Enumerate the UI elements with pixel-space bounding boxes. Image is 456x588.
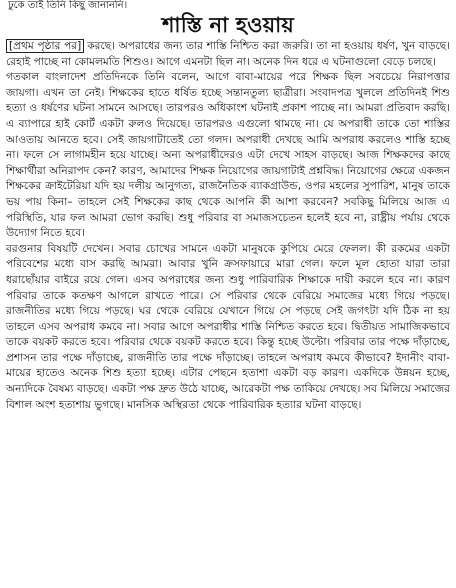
article-paragraph-2: গতকাল বাংলাদেশ প্রতিদিনকে তিনি বলেন, আগে বাবা-মায়ের পরে শিক্ষক ছিল সবচেয়ে নিরাপত্তার জায়গা। এখন তা নেই। শিক্ষকের হাতে ধর্ষিত হচ্ছে সন্তানতুল্য ছাত্রীরা। সংবাদপত্র খুললে প্রতিদিনই শিশু হত্যা ও ধর্ষণের ঘটনা সামনে আসছে। তারপরও অধিকাংশ ঘটনাই প্রকাশ পাচ্ছে না। আমরা প্রতিবাদ করছি। এ ব্যাপারে হাই কোর্ট একটা রুলও দিয়েছে। তারপরও এগুলো থামছে না। যে অপরাধী তাকে তো শাস্তির আওতায় আনতে হবে। সেই জায়গাটাতেই তো গলদ। অপরাধী দেখছে আমি অপরাধ করলেও শাস্তি হচ্ছে না। ফলে সে লাগামহীন হয়ে যাচ্ছে। অন্য অপরাধীদেরও এটা দেখে সাহস বাড়ছে। আজ শিক্ষকদের কাছে শিক্ষার্থীরা অনিরাপদ কেন? কারণ, আমাদের শিক্ষক নিয়োগের জায়গাটাই প্রশ্নবিদ্ধ। নিয়োগের ক্ষেত্রে একজন শিক্ষকের ক্রাইটেরিয়া যদি হয় দলীয় আনুগত্য, রাজনৈতিক ব্যাকগ্রাউন্ড, ওপর মহলের সুপারিশ, মানুষ তাকে ভয় পায় কিনা– তাহলে সেই শিক্ষকের কাছ থেকে আপনি কী আশা করবেন? সবকিছু মিলিয়ে আজ এ পরিস্থিতি, যার ফল আমরা ভোগ করছি। শুধু পরিবার বা সমাজসচেতন হলেই হবে না, রাষ্ট্রীয় পর্যায় থেকে উদ্যোগ নিতে হবে। — [6, 71, 450, 240]
article-paragraph-3: বরগুনার বিষয়টি দেখেন। সবার চোখের সামনে একটা মানুষকে কুপিয়ে মেরে ফেলল। কী রকমের একটা পরিবেশের মধ্যে বাস করছি আমরা। আবার খুনি ক্রসফায়ারে মারা গেল। ফলে মূল হোতা যারা তারা ধরাছোঁয়ার বাইরে রয়ে গেল। এসব অপরাধের জন্য শুধু পারিবারিক শিক্ষাকে দায়ী করলে হবে না। কারণ পরিবার তাকে কতক্ষণ আগলে রাখতে পারে। সে পরিবার থেকে বেরিয়ে সমাজের মধ্যে গিয়ে পড়ছে। রাজনীতির মধ্যে গিয়ে পড়ছে। ঘর থেকে বেরিয়ে যেখানে গিয়ে সে পড়ছে সেই জগৎটা যদি ঠিক না হয় তাহলে এসব অপরাধ কমবে না। সবার আগে অপরাধীর শাস্তি নিশ্চিত করতে হবে। দ্বিতীয়ত সামাজিকভাবে তাকে বয়কট করতে হবে। পরিবার থেকে বয়কট করতে হবে। কিন্তু হচ্ছে উল্টো। পরিবার তার পক্ষে দাঁড়াচ্ছে, প্রশাসন তার পক্ষে দাঁড়াচ্ছে, রাজনীতি তার পক্ষে দাঁড়াচ্ছে। তাহলে অপরাধ কমবে কীভাবে? ইদানীং বাবা-মায়ের হাতেও অনেক শিশু হত্যা হচ্ছে। এটার পেছনে হতাশা একটা বড় কারণ। একদিকে উন্নয়ন হচ্ছে, অন্যদিকে বৈষম্য বাড়ছে। একটা পক্ষ দ্রুত উঠে যাচ্ছে, আরেকটা পক্ষ তাকিয়ে দেখছে। সব মিলিয়ে সমাজের বিশাল অংশ হতাশায় ভুগছে। মানসিক অস্থিরতা থেকে পারিবারিক হত্যার ঘটনা বাড়ছে। — [6, 242, 450, 411]
paragraph-1-text: করছে। অপরাধের জন্য তার শাস্তি নিশ্চিত করা জরুরি। তা না হওয়ায় ধর্ষণ, খুন বাড়ছে। রেহাই পাচ্ছে না কোমলমতি শিশুও। আগে এমনটা ছিল না। অনেক দিন ধরে এ ঘটনাগুলো বেড়ে চলছে। — [6, 40, 450, 68]
continuation-tag: [প্রথম পৃষ্ঠার পর] — [6, 39, 84, 53]
previous-article-fragment: ঢুকে তাই তিনি কিছু জানাননি। — [8, 0, 128, 11]
article-headline: শাস্তি না হওয়ায় — [162, 13, 294, 37]
article-paragraph-1 — [6, 39, 450, 70]
